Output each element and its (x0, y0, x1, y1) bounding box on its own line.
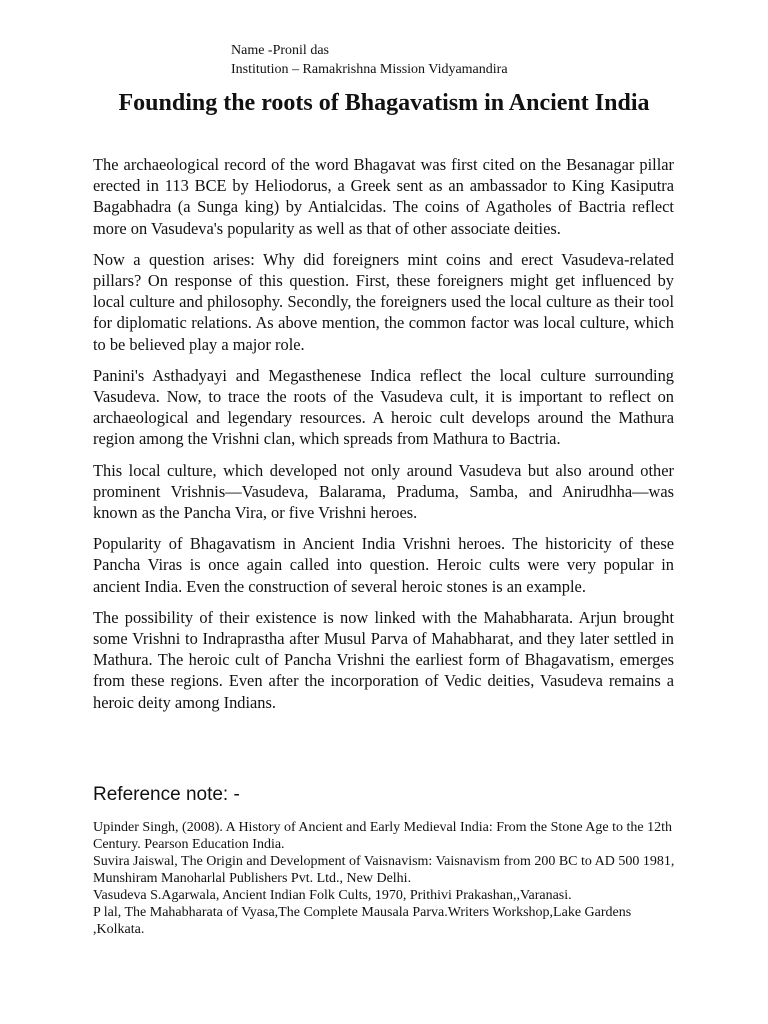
paragraph-3: Panini's Asthadyayi and Megasthenese Indica reflect the local culture surrounding Vasudeva. Now, to trace the roots of the Vasudeva cult, it is important to reflect on archaeological and legendary resources. A heroic cult develops around the Mathura region among the Vrishni clan, which spreads from Mathura to Bactria. (93, 365, 674, 449)
paragraph-2: Now a question arises: Why did foreigners mint coins and erect Vasudeva-related pillars? On response of this question. First, these foreigners might get influenced by local culture and philosophy. Secondly, the foreigners used the local culture as their tool for diplomatic relations. As above mention, the common factor was local culture, which to be believed play a major role. (93, 249, 674, 354)
document-title: Founding the roots of Bhagavatism in Ancient India (118, 90, 650, 116)
author-institution: Institution – Ramakrishna Mission Vidyamandira (231, 62, 508, 77)
references-heading: Reference note: - (93, 784, 240, 805)
reference-item: Suvira Jaiswal, The Origin and Development of Vaisnavism: Vaisnavism from 200 BC to AD 500 1981, Munshiram Manoharlal Publishers Pvt. Ltd., New Delhi. (93, 854, 675, 886)
author-info (231, 41, 508, 79)
references-list (93, 819, 683, 938)
paragraph-1: The archaeological record of the word Bhagavat was first cited on the Besanagar pillar erected in 113 BCE by Heliodorus, a Greek sent as an ambassador to King Kasiputra Bagabhadra (a Sunga king) by Antialcidas. The coins of Agatholes of Bactria reflect more on Vasudeva's popularity as well as that of other associate deities. (93, 155, 674, 238)
reference-item: P lal, The Mahabharata of Vyasa,The Complete Mausala Parva.Writers Workshop,Lake Gardens ,Kolkata. (93, 905, 632, 937)
paragraph-6: The possibility of their existence is now linked with the Mahabharata. Arjun brought some Vrishni to Indraprastha after Musul Parva of Mahabharat, and they later settled in Mathura. The heroic cult of Pancha Vrishni the earliest form of Bhagavatism, emerges from these regions. Even after the incorporation of Vedic deities, Vasudeva remains a heroic deity among Indians. (93, 607, 674, 712)
author-name: Name -Pronil das (231, 43, 329, 58)
paragraph-5: Popularity of Bhagavatism in Ancient India Vrishni heroes. The historicity of these Pancha Viras is once again called into question. Heroic cults were very popular in ancient India. Even the construction of several heroic stones is an example. (93, 534, 674, 596)
reference-item: Vasudeva S.Agarwala, Ancient Indian Folk Cults, 1970, Prithivi Prakashan,,Varanasi. (93, 888, 572, 903)
body-text (93, 154, 674, 723)
reference-item: Upinder Singh, (2008). A History of Ancient and Early Medieval India: From the Stone Age to the 12th Century. Pearson Education India. (93, 820, 672, 852)
paragraph-4: This local culture, which developed not only around Vasudeva but also around other prominent Vrishnis—Vasudeva, Balarama, Praduma, Samba, and Anirudhha—was known as the Pancha Vira, or five Vrishni heroes. (93, 460, 674, 523)
